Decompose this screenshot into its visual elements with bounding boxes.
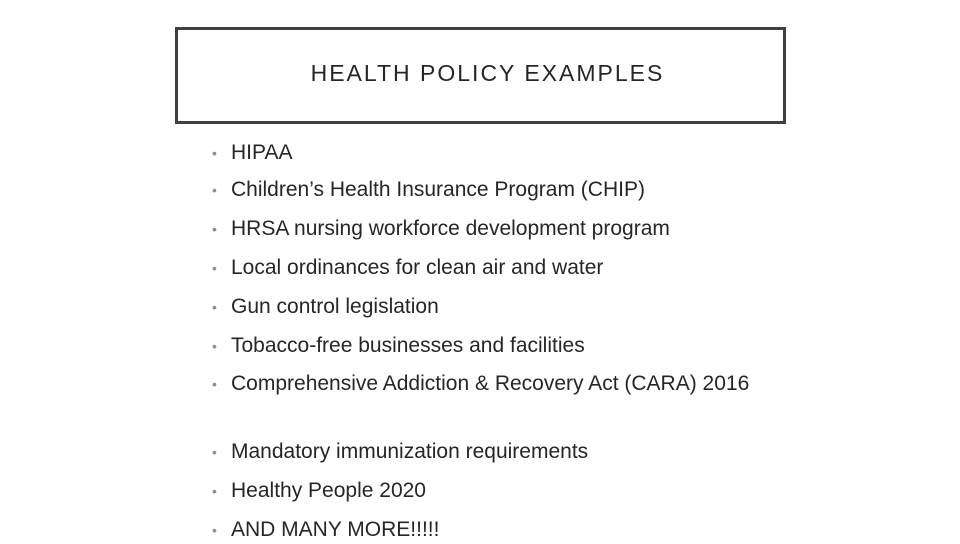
bullet-dot-icon: • bbox=[212, 145, 217, 161]
bullet-dot-icon: • bbox=[212, 522, 217, 538]
bullet-item bbox=[210, 370, 830, 398]
bullet-dot-icon: • bbox=[212, 376, 217, 392]
bullet-item bbox=[210, 215, 830, 243]
bullet-text: Tobacco-free businesses and facilities bbox=[231, 334, 585, 357]
bullet-text: Local ordinances for clean air and water bbox=[231, 256, 604, 279]
bullet-text: Children’s Health Insurance Program (CHIP) bbox=[231, 178, 645, 201]
bullet-dot-icon: • bbox=[212, 260, 217, 276]
bullet-text: Gun control legislation bbox=[231, 295, 439, 318]
bullet-text: HRSA nursing workforce development program bbox=[231, 217, 670, 240]
bullet-dot-icon: • bbox=[212, 221, 217, 237]
bullet-item bbox=[210, 438, 830, 466]
bullet-dot-icon: • bbox=[212, 338, 217, 354]
bullet-text: HIPAA bbox=[231, 141, 293, 164]
bullet-dot-icon: • bbox=[212, 299, 217, 315]
bullet-item bbox=[210, 293, 830, 321]
bullet-text: AND MANY MORE!!!!! bbox=[231, 518, 440, 541]
bullet-text: Healthy People 2020 bbox=[231, 479, 426, 502]
bullet-dot-icon: • bbox=[212, 444, 217, 460]
bullet-text: Comprehensive Addiction & Recovery Act (CARA) 2016 bbox=[231, 372, 750, 395]
bullet-item bbox=[210, 139, 830, 167]
bullet-dot-icon: • bbox=[212, 182, 217, 198]
slide-title: HEALTH POLICY EXAMPLES bbox=[310, 60, 665, 86]
bullet-item bbox=[210, 176, 830, 204]
bullet-text: Mandatory immunization requirements bbox=[231, 440, 589, 463]
bullet-item bbox=[210, 332, 830, 360]
title-box bbox=[175, 27, 786, 124]
bullet-dot-icon: • bbox=[212, 483, 217, 499]
bullet-item bbox=[210, 254, 830, 282]
bullet-item bbox=[210, 477, 830, 505]
